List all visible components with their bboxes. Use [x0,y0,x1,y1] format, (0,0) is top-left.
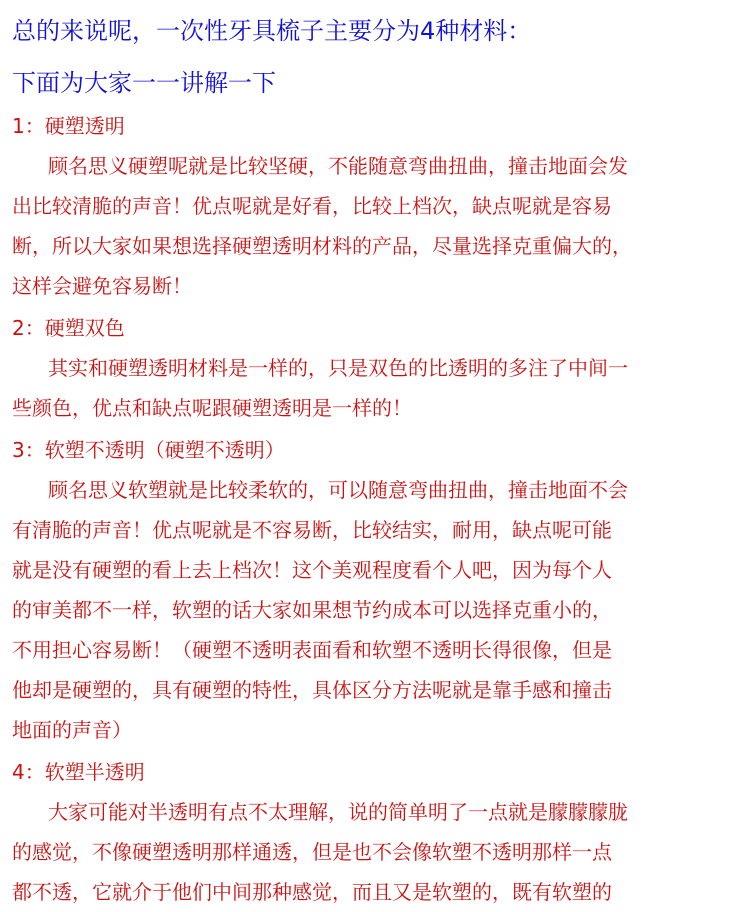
text-line: 有清脆的声音！优点呢就是不容易断，比较结实，耐用，缺点呢可能 [12,518,612,542]
text-line: 就是没有硬塑的看上去上档次！这个美观程度看个人吧，因为每个人 [12,558,612,582]
material-title: 2：硬塑双色 [12,316,125,340]
material-description [12,146,740,306]
intro-heading: 总的来说呢，一次性牙具梳子主要分为4种材料： [12,17,532,45]
text-line: 的感觉，不像硬塑透明那样通透，但是也不会像软塑不透明那样一点 [12,840,612,864]
material-title: 4：软塑半透明 [12,760,145,784]
text-line: 不用担心容易断！（硬塑不透明表面看和软塑不透明长得很像，但是 [12,638,612,662]
text-line: 地面的声音） [12,718,132,742]
text-line: 其实和硬塑透明材料是一样的，只是双色的比透明的多注了中间一 [48,356,628,380]
text-line: 顾名思义软塑就是比较柔软的，可以随意弯曲扭曲，撞击地面不会 [48,478,628,502]
text-line: 顾名思义硬塑呢就是比较坚硬，不能随意弯曲扭曲，撞击地面会发 [48,154,628,178]
material-description [12,470,740,750]
material-section-2 [12,308,740,428]
text-line: 大家可能对半透明有点不太理解，说的简单明了一点就是朦朦朦胧 [48,800,628,824]
material-description [12,792,740,912]
material-title: 3：软塑不透明（硬塑不透明） [12,438,285,462]
material-title: 1：硬塑透明 [12,114,125,138]
text-line: 他却是硬塑的，具有硬塑的特性，具体区分方法呢就是靠手感和撞击 [12,678,612,702]
text-line: 的审美都不一样，软塑的话大家如果想节约成本可以选择克重小的， [12,598,612,622]
text-line: 出比较清脆的声音！优点呢就是好看，比较上档次，缺点呢就是容易 [12,194,612,218]
material-section-1 [12,106,740,306]
text-line: 都不透，它就介于他们中间那种感觉，而且又是软塑的，既有软塑的 [12,880,612,904]
material-section-3 [12,430,740,750]
text-line: 断，所以大家如果想选择硬塑透明材料的产品，尽量选择克重偏大的， [12,234,632,258]
material-description [12,348,740,428]
intro-subheading: 下面为大家一一讲解一下 [12,69,276,97]
text-line: 这样会避免容易断！ [12,274,192,298]
material-section-4 [12,752,740,912]
article [12,10,740,912]
text-line: 些颜色，优点和缺点呢跟硬塑透明是一样的！ [12,396,412,420]
